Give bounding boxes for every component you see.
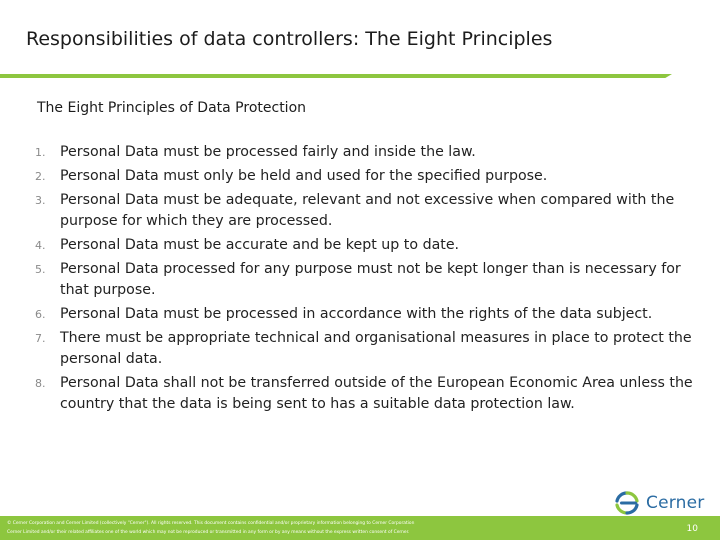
list-item-number: 2. <box>35 170 46 183</box>
list-item-text: There must be appropriate technical and organisational measures in place to protect the personal data. <box>60 330 692 367</box>
list-item-principle-5 <box>35 259 695 301</box>
list-item-text: Personal Data must be processed fairly and inside the law. <box>60 144 476 160</box>
footer-line-2: Cerner Limited and/or their related affiliates one of the world which may not be reproduced or transmitted in any form or by any means without the express written consent of Cerner. <box>7 530 410 535</box>
logo-wordmark: Cerner <box>646 493 705 513</box>
footer-bar <box>0 516 720 540</box>
page-number: 10 <box>686 524 698 534</box>
list-item-number: 3. <box>35 194 46 207</box>
list-item-number: 8. <box>35 377 46 390</box>
title-divider <box>0 74 672 78</box>
list-item-number: 6. <box>35 308 46 321</box>
list-item-number: 1. <box>35 146 46 159</box>
list-item-principle-3 <box>35 190 695 232</box>
list-item-principle-4 <box>35 235 695 256</box>
list-item-principle-8 <box>35 373 695 415</box>
list-item-text: Personal Data must only be held and used for the specified purpose. <box>60 168 548 184</box>
list-item-text: Personal Data must be processed in accordance with the rights of the data subject. <box>60 306 653 322</box>
list-item-number: 7. <box>35 332 46 345</box>
list-item-principle-6 <box>35 304 695 325</box>
cerner-logo-icon <box>612 490 642 516</box>
list-item-number: 4. <box>35 239 46 252</box>
footer-copyright <box>7 519 647 537</box>
list-item-principle-2 <box>35 166 695 187</box>
list-item-text: Personal Data processed for any purpose must not be kept longer than is necessary for that purpose. <box>60 261 681 298</box>
list-item-principle-7 <box>35 328 695 370</box>
list-item-principle-1 <box>35 142 695 163</box>
principles-list <box>35 142 695 418</box>
slide-title: Responsibilities of data controllers: The Eight Principles <box>26 28 553 50</box>
section-subtitle: The Eight Principles of Data Protection <box>37 100 307 116</box>
list-item-text: Personal Data shall not be transferred outside of the European Economic Area unless the country that the data is being sent to has a suitable data protection law. <box>60 375 693 412</box>
list-item-text: Personal Data must be accurate and be kept up to date. <box>60 237 460 253</box>
list-item-number: 5. <box>35 263 46 276</box>
footer-line-1: © Cerner Corporation and Cerner Limited (collectively "Cerner"). All rights reserved. This document contains confidential and/or proprietary information belonging to Cerner Corporation <box>7 521 415 526</box>
list-item-text: Personal Data must be adequate, relevant and not excessive when compared with the purpose for which they are processed. <box>60 192 675 229</box>
cerner-logo <box>612 490 704 516</box>
